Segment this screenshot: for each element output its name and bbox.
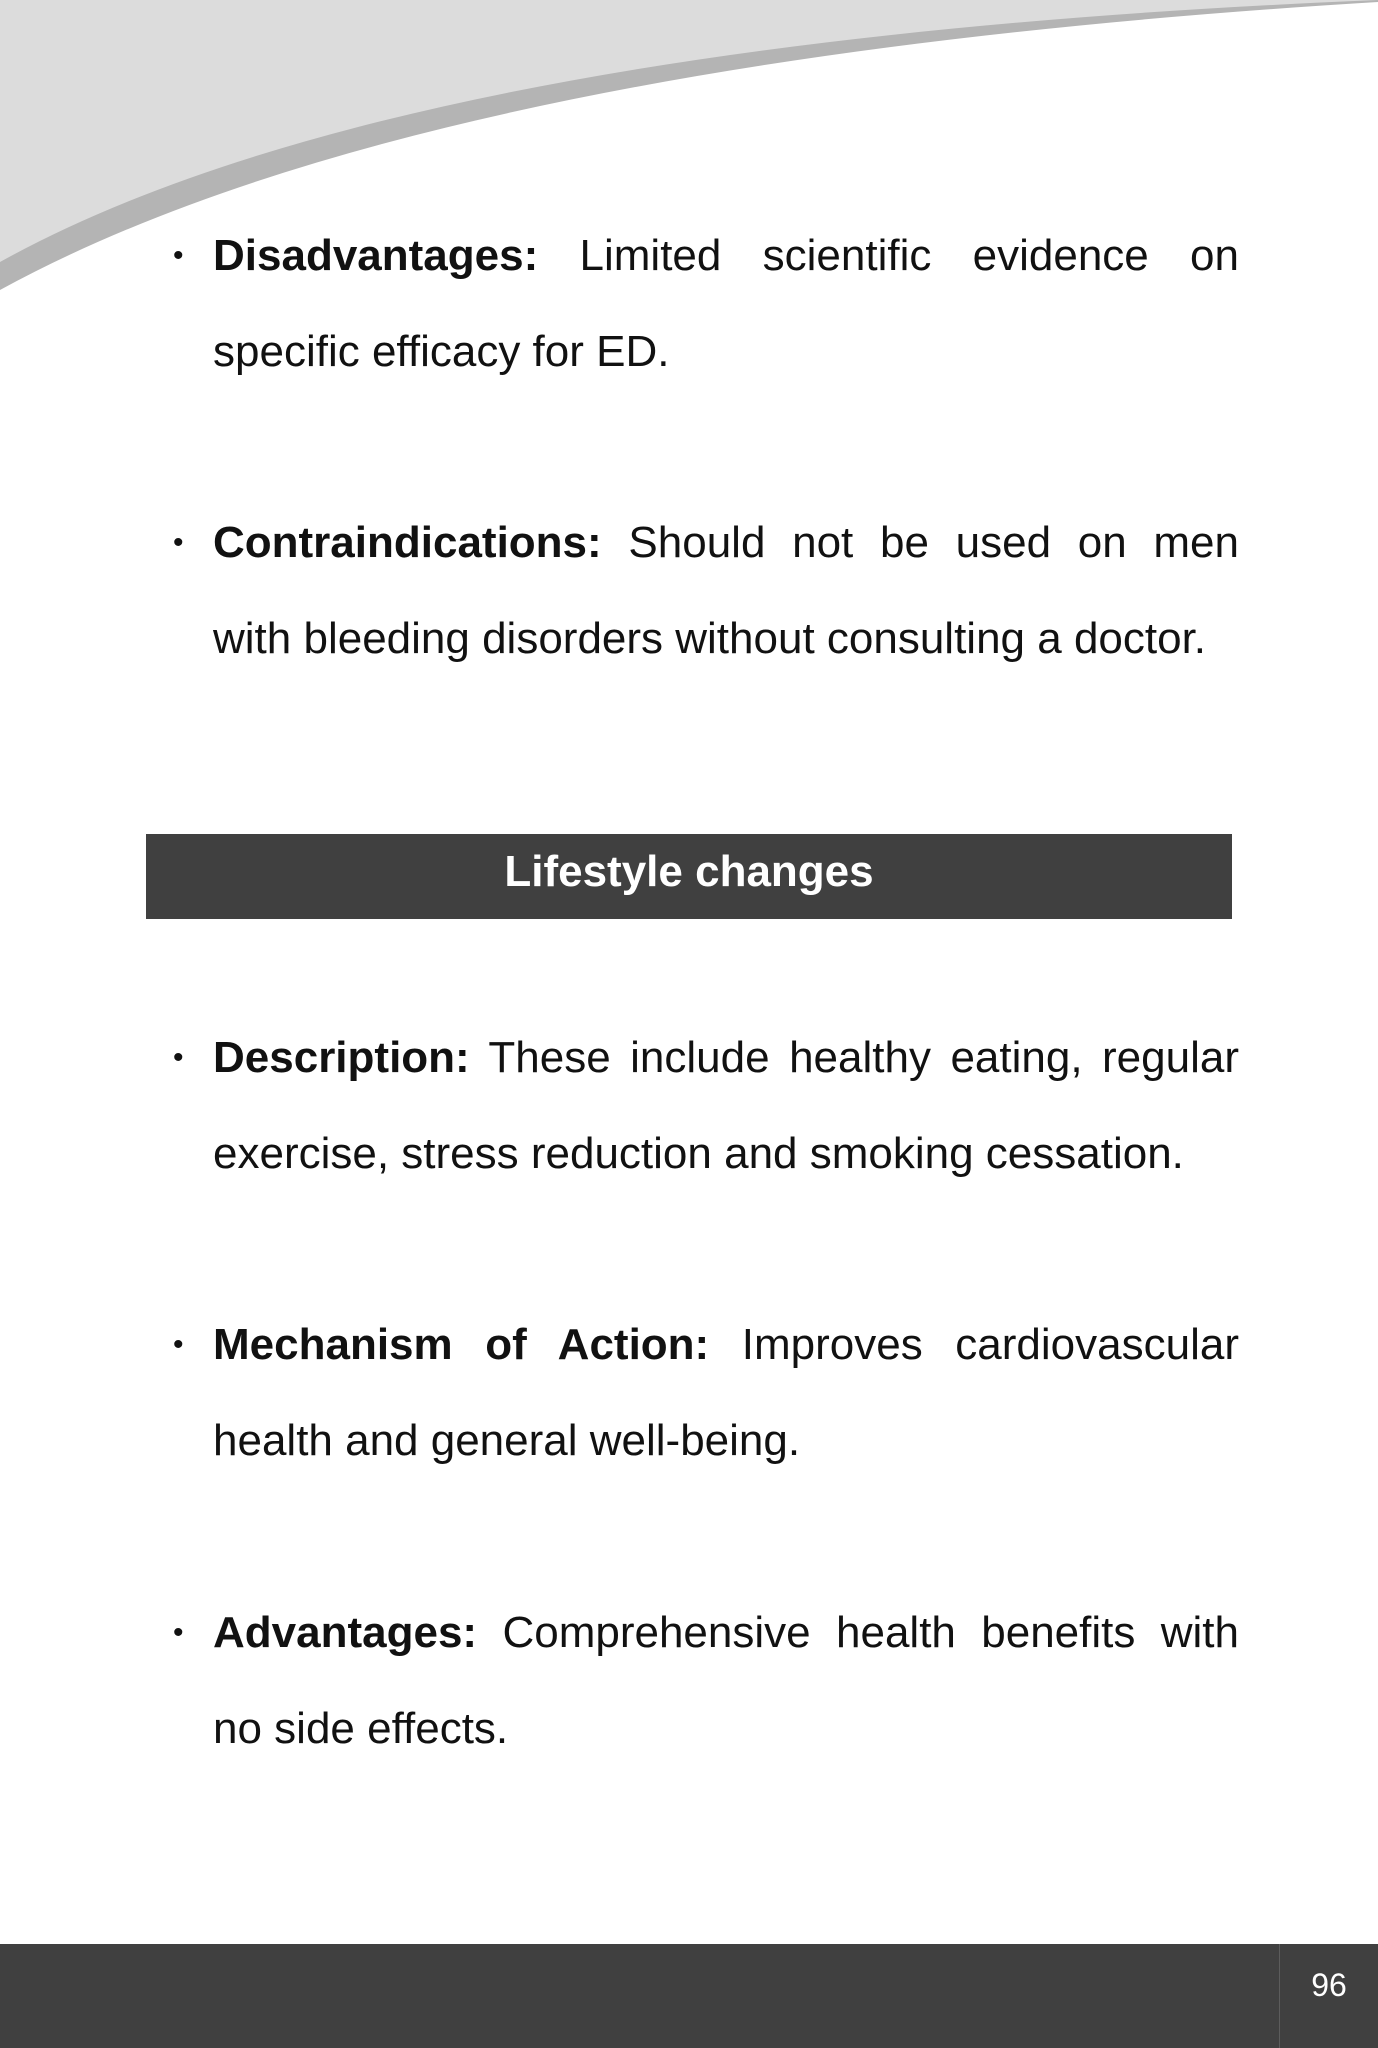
bullet-disadvantages xyxy=(213,208,1239,400)
bullet-label: Advantages: xyxy=(213,1608,478,1657)
bullet-label: Mechanism of Action: xyxy=(213,1320,710,1369)
bullet-text: Should not be used on men with bleeding disorders without consulting a doctor. xyxy=(213,518,1239,663)
bullet-text: Limited scientific evidence on specific efficacy for ED. xyxy=(213,231,1239,376)
bullet-label: Disadvantages: xyxy=(213,231,539,280)
page-number: 96 xyxy=(1279,1944,1378,2048)
footer-bar xyxy=(0,1944,1378,2048)
bullet-contraindications xyxy=(213,495,1239,687)
bullet-text: Comprehensive health benefits with no side effects. xyxy=(213,1608,1239,1753)
bullet-advantages xyxy=(213,1585,1239,1777)
bullet-text: Improves cardiovascular health and general well-being. xyxy=(213,1320,1239,1465)
bullet-mechanism-of-action xyxy=(213,1297,1239,1489)
bullet-label: Description: xyxy=(213,1033,470,1082)
section-heading-lifestyle: Lifestyle changes xyxy=(146,834,1232,919)
bullet-text: These include healthy eating, regular exercise, stress reduction and smoking cessation. xyxy=(213,1033,1239,1178)
bullet-description xyxy=(213,1010,1239,1202)
bullet-label: Contraindications: xyxy=(213,518,602,567)
